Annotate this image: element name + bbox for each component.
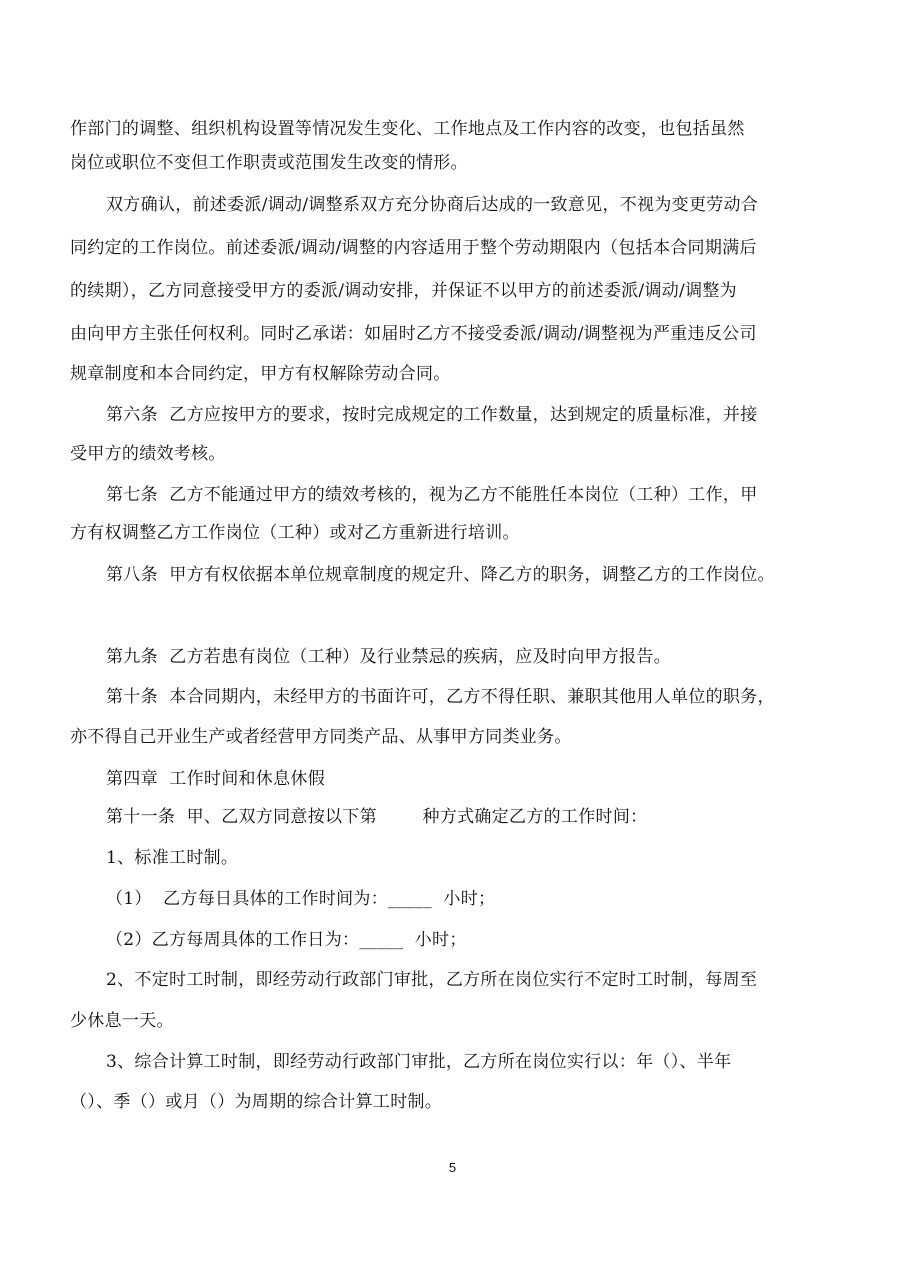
article-11-line: 第十一条 甲、乙双方同意按以下第 种方式确定乙方的工作时间： [106,807,648,827]
list-item: （1） 乙方每日具体的工作时间为：_____ 小时； [106,889,496,909]
paragraph-line: 亦不得自己开业生产或者经营甲方同类产品、从事甲方同类业务。 [70,727,572,747]
paragraph-line: 方有权调整乙方工作岗位（工种）或对乙方重新进行培训。 [70,523,520,543]
list-item: 2、不定时工时制，即经劳动行政部门审批，乙方所在岗位实行不定时工时制，每周至 [106,970,758,990]
article-8-line: 第八条 甲方有权依据本单位规章制度的规定升、降乙方的职务，调整乙方的工作岗位。 [106,565,775,585]
paragraph-line: （）、季（）或月（）为周期的综合计算工时制。 [70,1092,443,1112]
article-9-line: 第九条 乙方若患有岗位（工种）及行业禁忌的疾病，应及时向甲方报告。 [106,647,672,667]
list-item: （2）乙方每周具体的工作日为：_____ 小时； [106,930,467,950]
paragraph-line: 双方确认，前述委派/调动/调整系双方充分协商后达成的一致意见，不视为变更劳动合 [106,195,759,215]
list-item: 1、标准工时制。 [106,848,239,868]
paragraph-line: 少休息一天。 [70,1011,174,1031]
paragraph-line: 的续期），乙方同意接受甲方的委派/调动安排，并保证不以甲方的前述委派/调动/调整为 [70,281,737,301]
paragraph-line: 由向甲方主张任何权利。同时乙承诺：如届时乙方不接受委派/调动/调整视为严重违反公司 [70,324,757,344]
paragraph-line: 岗位或职位不变但工作职责或范围发生改变的情形。 [70,153,468,173]
paragraph-line: 受甲方的绩效考核。 [70,444,226,464]
paragraph-line: 规章制度和本合同约定，甲方有权解除劳动合同。 [70,364,451,384]
article-7-line: 第七条 乙方不能通过甲方的绩效考核的，视为乙方不能胜任本岗位（工种）工作，甲 [106,485,758,505]
article-10-line: 第十条 本合同期内，未经甲方的书面许可，乙方不得任职、兼职其他用人单位的职务， [106,687,775,707]
list-item: 3、综合计算工时制，即经劳动行政部门审批，乙方所在岗位实行以：年（）、半年 [106,1052,732,1072]
article-6-line: 第六条 乙方应按甲方的要求，按时完成规定的工作数量，达到规定的质量标准，并接 [106,405,758,425]
page-number: 5 [448,1160,457,1175]
paragraph-line: 作部门的调整、组织机构设置等情况发生变化、工作地点及工作内容的改变，也包括虽然 [70,119,745,139]
paragraph-line: 同约定的工作岗位。前述委派/调动/调整的内容适用于整个劳动期限内（包括本合同期满后 [70,238,757,258]
chapter-heading: 第四章 工作时间和休息休假 [106,769,326,789]
